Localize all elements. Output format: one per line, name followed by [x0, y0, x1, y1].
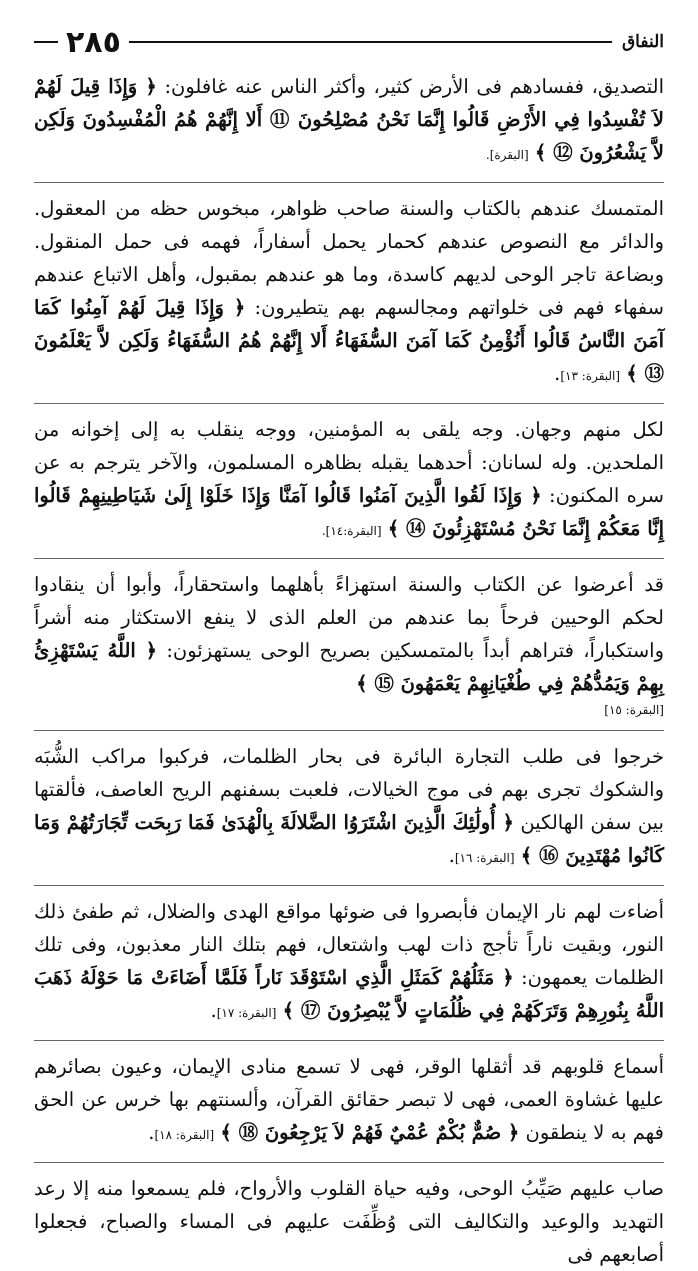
section-divider	[34, 1162, 664, 1163]
quran-verse: ﴿ صُمٌّ بُكْمٌ عُمْيٌ فَهُمْ لاَ يَرْجِعُونَ ⑱ ﴾	[220, 1121, 520, 1144]
verse-reference: [البقرة:١٤].	[321, 524, 382, 538]
paragraph-text: المتمسك عندهم بالكتاب والسنة صاحب ظواهر، مبخوس حظه من المعقول. والدائر مع النصوص عندهم كحمار يحمل أسفاراً، فهمه فى حمل المنقول. وبضاعة تاجر الوحى لديهم كاسدة، وما هو عندهم بمقبول، وأهل الاتباع عندهم سفهاء فهم فى خلواتهم ومجالسهم بهم يتطيرون:	[34, 197, 664, 319]
sentence-end: .	[210, 999, 217, 1022]
header-rule-short	[34, 41, 58, 43]
section-divider	[34, 403, 664, 404]
verse-reference: [البقرة].	[485, 148, 529, 162]
paragraph-1	[34, 70, 664, 172]
quran-verse: ﴿ وَإِذَا قِيلَ لَهُمْ لاَ تُفْسِدُوا فِي الأَرْضِ قَالُوا إِنَّمَا نَحْنُ مُصْلِحُونَ ⑪ أَلا إِنَّهُمْ هُمُ الْمُفْسِدُونَ وَلَكِن لاَّ يَشْعُرُونَ ⑫ ﴾	[34, 75, 664, 164]
section-divider	[34, 182, 664, 183]
chapter-title: النفاق	[621, 32, 664, 52]
section-divider	[34, 885, 664, 886]
paragraph-5	[34, 740, 664, 875]
sentence-end: .	[448, 844, 455, 867]
paragraph-4	[34, 568, 664, 700]
section-divider	[34, 730, 664, 731]
verse-reference-line: [البقرة: ١٥]	[604, 703, 664, 717]
quran-verse: ﴿ وَإِذَا قِيلَ لَهُمْ آمِنُوا كَمَا آمَنَ النَّاسُ قَالُوا أَنُؤْمِنُ كَمَا آمَنَ السُّفَهَاءُ أَلا إِنَّهُمْ هُمُ السُّفَهَاءُ وَلَكِن لاَّ يَعْلَمُونَ ⑬ ﴾	[34, 296, 664, 385]
quran-verse: ﴿ اللَّهُ يَسْتَهْزِئُ بِهِمْ وَيَمُدُّهُمْ فِي طُغْيَانِهِمْ يَعْمَهُونَ ⑮ ﴾	[34, 639, 664, 695]
quran-verse: ﴿ أُولَٰئِكَ الَّذِينَ اشْتَرَوُا الضَّلالَةَ بِالْهُدَىٰ فَمَا رَبِحَت تِّجَارَتُهُمْ وَمَا كَانُوا مُهْتَدِينَ ⑯ ﴾	[34, 811, 664, 867]
paragraph-text: قد أعرضوا عن الكتاب والسنة استهزاءً بأهلهما واستحقاراً، وأبوا أن ينقادوا لحكم الوحيين فرحاً بما عندهم من العلم الذى لا ينفع الاستكثار منه أشراً واستكباراً، فتراهم أبداً بالمتمسكين بصريح الوحى يستهزئون:	[34, 573, 664, 662]
verse-reference: [البقرة: ١٨]	[154, 1128, 215, 1142]
sentence-end: .	[554, 362, 561, 385]
paragraph-text: لكل منهم وجهان. وجه يلقى به المؤمنين، ووجه ينقلب به إلى إخوانه من الملحدين. وله لسانان: أحدهما يقبله بظاهره المسلمون، والآخر يترجم به عن سره المكنون:	[34, 418, 664, 507]
paragraph-8	[34, 1172, 664, 1271]
verse-reference: [البقرة: ١٣]	[560, 369, 621, 383]
quran-verse: ﴿ وَإِذَا لَقُوا الَّذِينَ آمَنُوا قَالُوا آمَنَّا وَإِذَا خَلَوْا إِلَىٰ شَيَاطِينِهِمْ قَالُوا إِنَّا مَعَكُمْ إِنَّمَا نَحْنُ مُسْتَهْزِئُونَ ⑭ ﴾	[34, 484, 664, 540]
paragraph-text: التصديق، ففسادهم فى الأرض كثير، وأكثر الناس عنه غافلون:	[156, 75, 664, 98]
page-header	[34, 22, 664, 62]
header-rule	[129, 41, 612, 43]
paragraph-6	[34, 895, 664, 1030]
verse-reference: [البقرة: ١٧]	[216, 1006, 277, 1020]
paragraph-text: صاب عليهم صَيِّبُ الوحى، وفيه حياة القلوب والأرواح، فلم يسمعوا منه إلا رعد التهديد والوعيد والتكاليف التى وُظِّفَت عليهم فى المساء والصباح، فجعلوا أصابعهم فى	[34, 1177, 664, 1266]
paragraph-7	[34, 1050, 664, 1152]
paragraph-text: أسماع قلوبهم قد أثقلها الوقر، فهى لا تسمع منادى الإيمان، وعيون بصائرهم عليها غشاوة العمى، فهى لا تبصر حقائق القرآن، وألسنتهم بها خرس عن الحق فهم به لا ينطقون	[34, 1055, 664, 1144]
paragraph-3	[34, 413, 664, 548]
paragraph-2	[34, 192, 664, 393]
verse-reference: [البقرة: ١٦]	[454, 851, 515, 865]
paragraph-text: أضاءت لهم نار الإيمان فأبصروا فى ضوئها مواقع الهدى والضلال، ثم طفئ ذلك النور، وبقيت ناراً تأجج ذات لهب واشتعال، فهم بتلك النار معذبون، وفى تلك الظلمات يعمهون:	[34, 900, 664, 989]
paragraph-text: خرجوا فى طلب التجارة البائرة فى بحار الظلمات، فركبوا مراكب الشُّبَه والشكوك تجرى بهم فى موج الخيالات، فلعبت بسفنهم الريح العاصف، فألقتها بين سفن الهالكين	[34, 745, 664, 834]
section-divider	[34, 558, 664, 559]
page-number: ٢٨٥	[66, 24, 121, 60]
section-divider	[34, 1040, 664, 1041]
quran-verse: ﴿ مَثَلُهُمْ كَمَثَلِ الَّذِي اسْتَوْقَدَ نَاراً فَلَمَّا أَضَاءَتْ مَا حَوْلَهُ ذَهَبَ اللَّهُ بِنُورِهِمْ وَتَرَكَهُمْ فِي ظُلُمَاتٍ لاَّ يُبْصِرُونَ ⑰ ﴾	[34, 966, 664, 1022]
sentence-end: .	[148, 1121, 155, 1144]
